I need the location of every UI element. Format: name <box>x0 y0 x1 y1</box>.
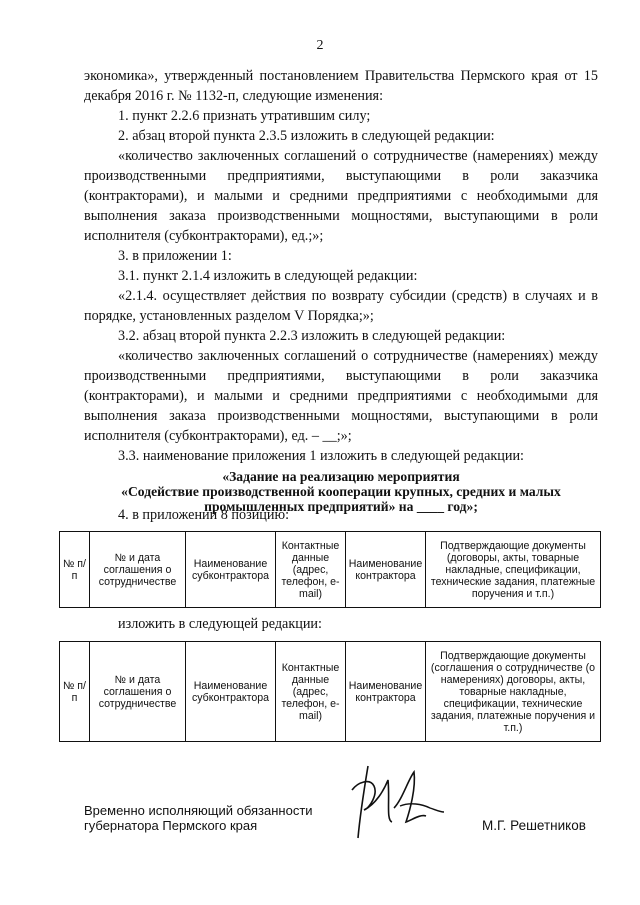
col-contractor: Наименование контрактора <box>346 642 426 742</box>
page-number: 2 <box>316 38 324 53</box>
col-agreement: № и дата соглашения о сотрудничестве <box>90 642 186 742</box>
col-contacts: Контактные данные (адрес, телефон, e-mail) <box>276 642 346 742</box>
item-1: 1. пункт 2.2.6 признать утратившим силу; <box>118 108 371 124</box>
quote-2-3-5: «количество заключенных соглашений о сотрудничестве (намерениях) между производственными предприятиями, выступающими в роли заказчика (контракторами), и малыми и средними предприятиями с необходимыми для выполнения заказа производственными мощностями, выступающими в роли исполнителя (субконтракторами), ед.;»; <box>84 148 598 244</box>
item-3-3: 3.3. наименование приложения 1 изложить в следующей редакции: <box>118 448 524 464</box>
col-number: № п/п <box>60 532 90 608</box>
replace-with-text: изложить в следующей редакции: <box>118 616 322 632</box>
col-agreement: № и дата соглашения о сотрудничестве <box>90 532 186 608</box>
signatory-name: М.Г. Решетников <box>482 818 586 833</box>
signatory-title <box>84 803 384 833</box>
appendix-title-line-1: «Задание на реализацию мероприятия <box>222 469 460 484</box>
quote-2-1-4: «2.1.4. осуществляет действия по возврату субсидии (средств) в случаях и в порядке, установленных разделом V Порядка;»; <box>84 288 598 324</box>
col-documents: Подтверждающие документы (соглашения о сотрудничестве (о намерениях) договоры, акты, товарные накладные, спецификации, технические задания, платежные поручения и т.п.) <box>426 642 601 742</box>
item-2: 2. абзац второй пункта 2.3.5 изложить в следующей редакции: <box>118 128 495 144</box>
item-3-1: 3.1. пункт 2.1.4 изложить в следующей редакции: <box>118 268 418 284</box>
handwritten-signature <box>340 760 450 840</box>
col-contacts: Контактные данные (адрес, телефон, e-mail) <box>276 532 346 608</box>
col-subcontractor: Наименование субконтрактора <box>186 642 276 742</box>
intro-paragraph: экономика», утвержденный постановлением Правительства Пермского края от 15 декабря 2016 г. № 1132-п, следующие изменения: <box>84 68 598 104</box>
col-documents: Подтверждающие документы (договоры, акты, товарные накладные, спецификации, технические задания, платежные поручения и т.п.) <box>426 532 601 608</box>
signatory-title-line-2: губернатора Пермского края <box>84 818 258 833</box>
old-position-table <box>59 531 601 608</box>
new-position-table <box>59 641 601 742</box>
item-3: 3. в приложении 1: <box>118 248 232 264</box>
signatory-title-line-1: Временно исполняющий обязанности <box>84 803 313 818</box>
col-number: № п/п <box>60 642 90 742</box>
appendix-title-line-3: промышленных предприятий» на ____ год»; <box>204 499 478 514</box>
appendix-title-line-2: «Содействие производственной кооперации крупных, средних и малых <box>121 484 561 499</box>
item-3-2: 3.2. абзац второй пункта 2.2.3 изложить в следующей редакции: <box>118 328 506 344</box>
item-4: 4. в приложении 8 позицию: <box>118 507 290 523</box>
quote-2-2-3: «количество заключенных соглашений о сотрудничестве (намерениях) между производственными предприятиями, выступающими в роли заказчика (контракторами), и малыми и средними предприятиями с необходимыми для выполнения заказа производственными мощностями, выступающими в роли исполнителя (субконтракторами), ед. – __;»; <box>84 348 598 444</box>
col-subcontractor: Наименование субконтрактора <box>186 532 276 608</box>
col-contractor: Наименование контрактора <box>346 532 426 608</box>
